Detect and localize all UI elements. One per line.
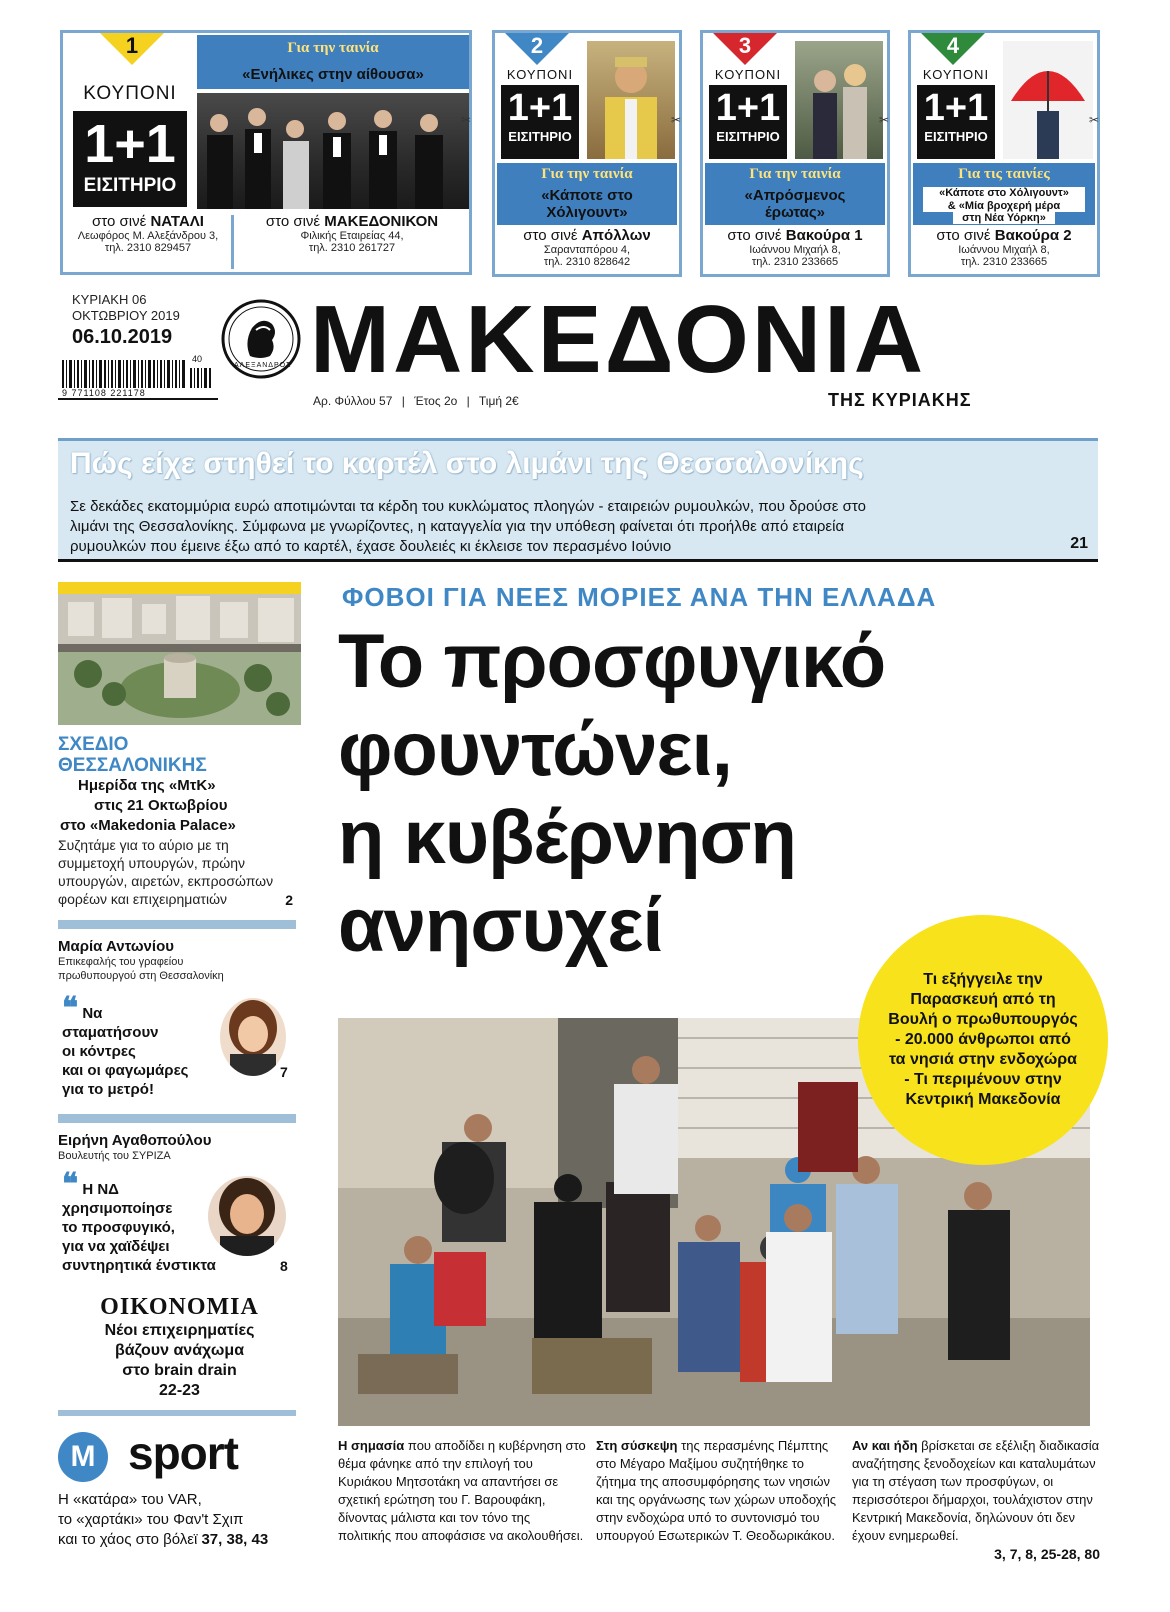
sxedio-title-1: ΣΧΕΔΙΟ [58,734,129,755]
coupon-4-film-titles [913,185,1095,225]
banner-line-3: ρυμουλκών που έμεινε έξω από το καρτέλ, έχασε δουλειές κι έκλεισε τον περασμένο Ιούνιο [70,538,672,555]
coupon-4-deal-box [917,85,995,159]
logo-seal-text: ΑΛΕΞΑΝΔΡΟΣ [234,362,292,369]
coupon-3-deal: 1+1 [715,87,781,129]
coupon-2-kouponi: ΚΟΥΠΟΝΙ [506,67,574,82]
agathopoulou-quote [62,1168,222,1275]
quote-mark-icon: ❝ [62,992,79,1025]
coupon-3-cinema-address: Ιωάννου Μιχαήλ 8, [749,244,841,256]
antoniou-quote-4: και οι φαγωμάρες [62,1062,189,1079]
sxedio-page-ref: 2 [285,892,293,908]
agathopoulou-quote-1: Η ΝΔ [82,1181,119,1198]
barcode [58,354,216,398]
newspaper-subtitle: ΤΗΣ ΚΥΡΙΑΚΗΣ [828,390,972,410]
coupon-2-film-title: «Κάποτε στο Χόλιγουντ» [497,185,677,225]
coupon-1-scissors-icon: ✂ [460,113,471,127]
sport-text [58,1490,301,1550]
banner-text [70,497,1070,557]
coupon-1-cinema-2-name: ΜΑΚΕΔΟΝΙΚΟΝ [324,213,439,230]
headline-line-2: φουντώνει, [338,707,732,793]
economy-pages: 22-23 [159,1382,200,1399]
headline-line-3: η κυβέρνηση [338,795,796,881]
coupon-4-cinema [913,227,1095,273]
coupon-1-cinema-1 [65,213,231,269]
sport-line-1: Η «κατάρα» του VAR, [58,1491,202,1508]
coupon-4-film-intro: Για τις ταινίες [913,163,1095,185]
antoniou-avatar [220,998,286,1076]
coupon-3-scissors-icon: ✂ [878,113,889,127]
issue-price: Τιμή 2€ [478,394,519,408]
antoniou-role-2: πρωθυπουργού στη Θεσσαλονίκη [58,970,224,982]
sport-pages: 37, 38, 43 [201,1531,269,1548]
sport-line-2: το «χαρτάκι» του Φαν't Σχιπ [58,1511,244,1528]
coupon-3-deal-box [709,85,787,159]
issue-info: Αρ. Φύλλου 57 | Έτος 2ο | Τιμή 2€ [313,394,519,408]
column-3-lead: Αν και ήδη [852,1438,918,1453]
date-numeric: 06.10.2019 [72,326,173,348]
coupon-2-cinema [497,227,677,273]
coupon-1-ticket: ΕΙΣΙΤΗΡΙΟ [83,175,177,196]
agathopoulou-page-ref: 8 [280,1258,288,1274]
sport-logo-letter: M [70,1440,96,1473]
column-3-page-refs: 3, 7, 8, 25-28, 80 [994,1546,1100,1562]
coupon-1-deal: 1+1 [84,114,176,174]
coupon-3-number: 3 [738,33,752,58]
coupon-3-film-intro: Για την ταινία [705,163,885,185]
coupon-1-cinema-1-name: ΝΑΤΑΛΙ [150,213,204,230]
sidebar-sxedio[interactable] [58,734,301,908]
economy-line-1: Νέοι επιχειρηματίες [104,1322,255,1339]
coupon-4-number: 4 [946,33,960,58]
coupon-1-divider [231,215,234,269]
agathopoulou-quote-5: συντηρητικά ένστικτα [62,1257,216,1274]
sidebar-divider-1 [58,920,296,929]
antoniou-quote-5: για το μετρό! [62,1081,154,1098]
sport-line-3: και το χάος στο βόλεϊ [58,1531,198,1548]
sxedio-text-3: υπουργών, αιρετών, εκπροσώπων [58,873,274,889]
story-column-1 [338,1437,586,1545]
sport-word: sport [128,1427,238,1479]
cartel-banner[interactable] [58,438,1098,562]
sport-logo-icon [58,1432,108,1482]
coupon-2-cinema-prefix: στο σινέ [523,227,578,244]
coupon-4-cinema-phone: τηλ. 2310 233665 [960,256,1048,268]
banner-line-2: λιμάνι της Θεσσαλονίκης. Σύμφωνα με γνωρίζοντες, η καταγγελία για την υπόθεση φαίνεται ότι προήλθε από εταιρεία [70,518,845,535]
coupon-1-kouponi: ΚΟΥΠΟΝΙ [83,83,177,104]
antoniou-role-1: Επικεφαλής του γραφείου [58,956,184,968]
agathopoulou-quote-3: το προσφυγικό, [62,1219,175,1236]
coupon-4-deal: 1+1 [923,87,989,129]
date-day-line1: ΚΥΡΙΑΚΗ 06 [72,292,147,307]
coupon-2-film-intro: Για την ταινία [497,163,677,185]
coupon-4[interactable] [908,30,1100,277]
coupon-1[interactable] [60,30,472,275]
headline-line-4: ανησυχεί [338,883,663,969]
newspaper-title[interactable]: ΜΑΚΕΔΟΝΙΑ [310,286,927,393]
coupon-3-film-photo [795,41,883,159]
coupon-4-ticket: ΕΙΣΙΤΗΡΙΟ [924,129,988,144]
story-column-2 [596,1437,844,1545]
logo-seal [220,298,302,380]
sidebar-antoniou[interactable] [58,938,301,1098]
coupon-2-scissors-icon: ✂ [670,113,681,127]
coupon-3-kouponi: ΚΟΥΠΟΝΙ [714,67,782,82]
economy-line-3: στο brain drain [122,1362,237,1379]
coupon-1-number: 1 [125,33,139,58]
quote-mark-icon: ❝ [62,1168,79,1201]
economy-line-2: βάζουν ανάχωμα [114,1342,245,1359]
coupon-2-ticket: ΕΙΣΙΤΗΡΙΟ [508,129,572,144]
coupon-3-cinema-phone: τηλ. 2310 233665 [751,256,839,268]
barcode-digits: 9 771108 221178 [62,388,146,398]
sxedio-bold-3: στο «Makedonia Palace» [60,817,236,834]
barcode-addon: 40 [192,354,203,364]
antoniou-quote-1: Να [82,1005,103,1022]
coupon-1-cinema-1-phone: τηλ. 2310 829457 [104,242,192,254]
coupon-3[interactable] [700,30,890,277]
issue-year: Έτος 2ο [414,394,458,408]
coupon-1-cinema-1-prefix: στο σινέ [92,213,147,230]
coupon-3-cinema [705,227,885,273]
coupon-2-cinema-name: Απόλλων [581,227,651,244]
coupon-1-cinema-2-address: Φιλικής Εταιρείας 44, [300,230,404,242]
coupon-3-cinema-prefix: στο σινέ [727,227,782,244]
coupon-1-deal-box [73,111,187,207]
headline-line-1: Το προσφυγικό [338,619,886,704]
antoniou-quote-2: σταματήσουν [62,1024,159,1041]
sidebar-divider-2 [58,1114,296,1123]
sidebar-agathopoulou[interactable] [58,1132,301,1282]
agathopoulou-quote-2: χρησιμοποίησε [62,1200,173,1217]
sidebar-economy[interactable] [58,1294,301,1401]
coupon-4-kouponi: ΚΟΥΠΟΝΙ [922,67,990,82]
column-3-text: βρίσκεται σε εξέλιξη διαδικασία αναζήτησης ξενοδοχείων και καταλυμάτων για τη στέγαση των προσφύγων, οι περισσότεροι δήμαρχοι, τουλάχιστον στην Κεντρική Μακεδονία, δηλώνουν ότι δεν έχουν ενημερωθεί. [852,1438,1100,1543]
coupon-2-cinema-address: Σαρανταπόρου 4, [543,244,631,256]
sidebar-thessaloniki-photo [58,582,301,725]
coupon-3-film-title: «Απρόσμενος έρωτας» [705,185,885,225]
coupon-1-cinema-2-prefix: στο σινέ [265,213,321,230]
economy-title: ΟΙΚΟΝΟΜΙΑ [100,1294,259,1320]
antoniou-quote-3: οι κόντρες [62,1043,136,1060]
sidebar-divider-3 [58,1410,296,1416]
date-day-line2: ΟΚΤΩΒΡΙΟΥ 2019 [72,308,180,323]
banner-title: Πώς είχε στηθεί το καρτέλ στο λιμάνι της Θεσσαλονίκης [70,447,864,480]
story-column-3 [852,1437,1100,1563]
masthead [58,286,1108,430]
column-1-text: που αποδίδει η κυβέρνηση στο θέμα φάνηκε από την επιλογή του Κυριάκου Μητσοτάκη να απαντήσει σε σχετική ερώτηση του Γ. Βαρουφάκη, δίνοντας μάλιστα και τον τόνο της πολιτικής που αποφάσισε να ακολουθήσει. [338,1438,586,1543]
coupon-2-deal: 1+1 [507,87,573,129]
coupon-1-left-panel [65,65,195,215]
main-kicker: ΦΟΒΟΙ ΓΙΑ ΝΕΕΣ ΜΟΡΙΕΣ ΑΝΑ ΤΗΝ ΕΛΛΑΔΑ [342,582,937,612]
coupon-4-cinema-prefix: στο σινέ [936,227,991,244]
column-2-lead: Στη σύσκεψη [596,1438,678,1453]
coupon-3-cinema-name: Βακούρα 1 [785,227,863,244]
coupon-2-deal-box [501,85,579,159]
coupon-1-film-intro: Για την ταινία [197,35,469,61]
coupon-4-film-title-3: στη Νέα Υόρκη» [953,212,1055,224]
sxedio-text-4: φορέων και επιχειρηματιών [58,891,228,907]
coupon-1-cinema-2 [235,213,469,269]
antoniou-page-ref: 7 [280,1064,288,1080]
coupon-1-cast-photo [197,93,469,209]
coupon-4-cinema-address: Ιωάννου Μιχαήλ 8, [958,244,1050,256]
issue-number: Αρ. Φύλλου 57 [313,394,393,408]
sxedio-bold-1: Ημερίδα της «ΜτΚ» [78,777,216,794]
banner-line-1: Σε δεκάδες εκατομμύρια ευρώ αποτιμώνται τα κέρδη του κυκλώματος πλοηγών - εταιρειών ρυμουλκών, που δρούσε στο [70,498,866,515]
agathopoulou-quote-4: για να χαϊδέψει [62,1238,170,1255]
coupon-4-film-photo [1003,41,1093,159]
coupon-3-ticket: ΕΙΣΙΤΗΡΙΟ [716,129,780,144]
sxedio-text-2: συμμετοχή υπουργών, πρώην [58,855,246,871]
coupon-4-film-title-1: «Κάποτε στο Χόλιγουντ» [923,187,1085,200]
coupon-4-cinema-name: Βακούρα 2 [994,227,1072,244]
coupon-2-cinema-phone: τηλ. 2310 828642 [543,256,631,268]
agathopoulou-role: Βουλευτής του ΣΥΡΙΖΑ [58,1150,171,1162]
coupon-2-number: 2 [530,33,544,58]
banner-page-ref: 21 [1070,535,1088,552]
info-circle[interactable] [858,915,1108,1165]
column-1-lead: Η σημασία [338,1438,405,1453]
sxedio-title-2: ΘΕΣΣΑΛΟΝΙΚΗΣ [58,755,207,776]
coupon-4-film-title-2: & «Μία βροχερή μέρα [923,200,1085,212]
antoniou-name: Μαρία Αντωνίου [58,938,174,955]
sxedio-text-1: Συζητάμε για το αύριο με τη [58,837,229,853]
coupon-1-film-title: «Ενήλικες στην αίθουσα» [197,61,469,89]
coupon-1-cinema-1-address: Λεωφόρος Μ. Αλεξάνδρου 3, [77,230,219,242]
agathopoulou-name: Ειρήνη Αγαθοπούλου [58,1132,212,1149]
agathopoulou-avatar [208,1176,286,1256]
coupon-1-cinema-2-phone: τηλ. 2310 261727 [308,242,396,254]
coupon-2[interactable] [492,30,682,277]
info-circle-text: Τι εξήγγειλε την Παρασκευή από τη Βουλή ο πρωθυπουργός - 20.000 άνθρωποι από τα νησιά στην ενδοχώρα - Τι περιμένουν στην Κεντρική Μακεδονία [888,971,1078,1108]
coupon-4-scissors-icon: ✂ [1088,113,1099,127]
coupon-2-film-photo [587,41,675,159]
antoniou-quote [62,992,222,1099]
sxedio-bold-2: στις 21 Οκτωβρίου [94,797,228,814]
column-2-text: της περασμένης Πέμπτης στο Μέγαρο Μαξίμου συζητήθηκε το ζήτημα της αποσυμφόρησης των νησιών και της οργάνωσης των χώρων υποδοχής στην ενδοχώρα υπό το συντονισμό του υπουργού Εσωτερικών Τ. Θεοδωρικάκου. [596,1438,837,1543]
